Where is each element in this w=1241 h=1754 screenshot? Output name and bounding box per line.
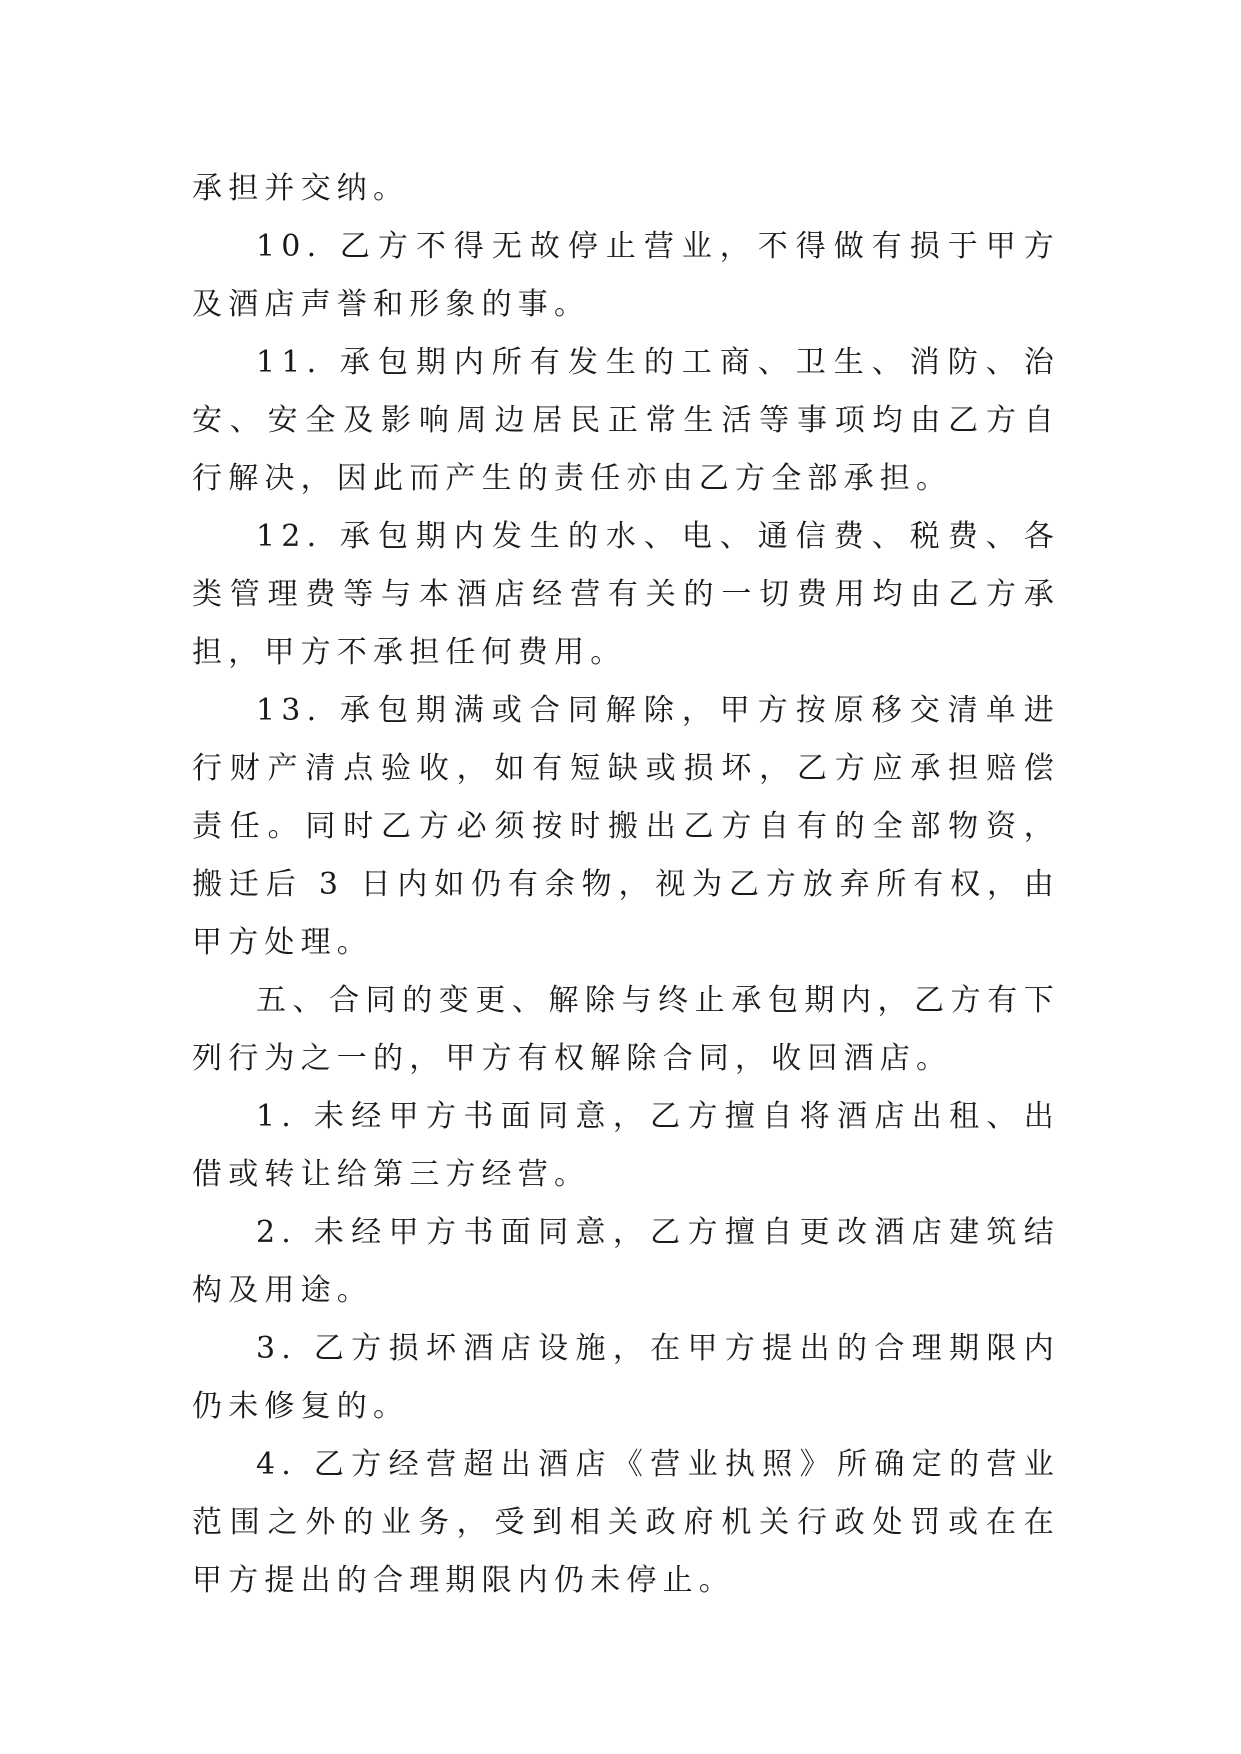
clause-11: 11. 承包期内所有发生的工商、卫生、消防、治安、安全及影响周边居民正常生活等事项均由乙方自行解决，因此而产生的责任亦由乙方全部承担。 — [192, 345, 1060, 496]
section-5-item-3: 3. 乙方损坏酒店设施，在甲方提出的合理期限内仍未修复的。 — [192, 1331, 1060, 1424]
section-5-heading: 五、合同的变更、解除与终止承包期内，乙方有下列行为之一的，甲方有权解除合同，收回酒店。 — [192, 983, 1060, 1076]
section-5-item-1: 1. 未经甲方书面同意，乙方擅自将酒店出租、出借或转让给第三方经营。 — [192, 1099, 1060, 1192]
clause-10: 10. 乙方不得无故停止营业，不得做有损于甲方及酒店声誉和形象的事。 — [192, 229, 1060, 322]
section-5-item-4: 4. 乙方经营超出酒店《营业执照》所确定的营业范围之外的业务，受到相关政府机关行政处罚或在在甲方提出的合理期限内仍未停止。 — [192, 1447, 1060, 1598]
document-body — [192, 160, 1060, 1610]
paragraph-continuation: 承担并交纳。 — [192, 171, 410, 206]
clause-12: 12. 承包期内发生的水、电、通信费、税费、各类管理费等与本酒店经营有关的一切费用均由乙方承担，甲方不承担任何费用。 — [192, 519, 1060, 670]
clause-13: 13. 承包期满或合同解除，甲方按原移交清单进行财产清点验收，如有短缺或损坏，乙方应承担赔偿责任。同时乙方必须按时搬出乙方自有的全部物资，搬迁后 3 日内如仍有余物，视为乙方放弃所有权，由甲方处理。 — [192, 693, 1060, 960]
section-5-item-2: 2. 未经甲方书面同意，乙方擅自更改酒店建筑结构及用途。 — [192, 1215, 1060, 1308]
